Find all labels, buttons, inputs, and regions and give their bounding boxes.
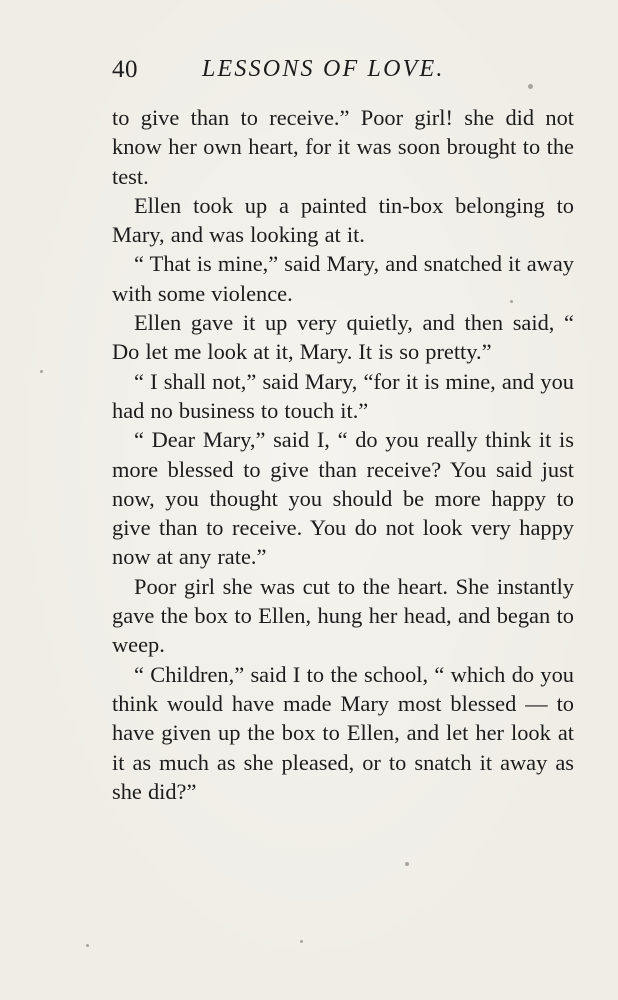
paper-speck — [300, 940, 303, 943]
paper-speck — [528, 84, 533, 89]
page-header — [112, 50, 582, 90]
paragraph: “ Dear Mary,” said I, “ do you really think it is more blessed to give than receive? You said just now, you thought you should be more happy to give than to receive. You do not look very happy now at any rate.” — [112, 427, 574, 570]
paragraph: “ I shall not,” said Mary, “for it is mine, and you had no business to touch it.” — [112, 368, 574, 423]
paragraph: Ellen gave it up very quietly, and then said, “ Do let me look at it, Mary. It is so pretty.” — [112, 310, 574, 365]
body-text — [112, 103, 574, 806]
paragraph: Poor girl she was cut to the heart. She instantly gave the box to Ellen, hung her head, and began to weep. — [112, 573, 574, 658]
page-number: 40 — [112, 56, 138, 83]
paper-speck — [40, 370, 43, 373]
paragraph: Ellen took up a painted tin-box belonging to Mary, and was looking at it. — [112, 192, 574, 248]
running-head: LESSONS OF LOVE. — [202, 56, 445, 82]
paragraph: “ That is mine,” said Mary, and snatched it away with some violence. — [112, 251, 574, 306]
paper-speck — [405, 862, 409, 866]
paragraph: “ Children,” said I to the school, “ which do you think would have made Mary most blessed — to have given up the box to Ellen, and let her look at it as much as she pleased, or to snatch it away as she did?” — [112, 661, 574, 804]
paper-speck — [510, 300, 513, 303]
paragraph: to give than to receive.” Poor girl! she did not know her own heart, for it was soon brought to the test. — [112, 105, 574, 189]
paper-speck — [86, 944, 89, 947]
